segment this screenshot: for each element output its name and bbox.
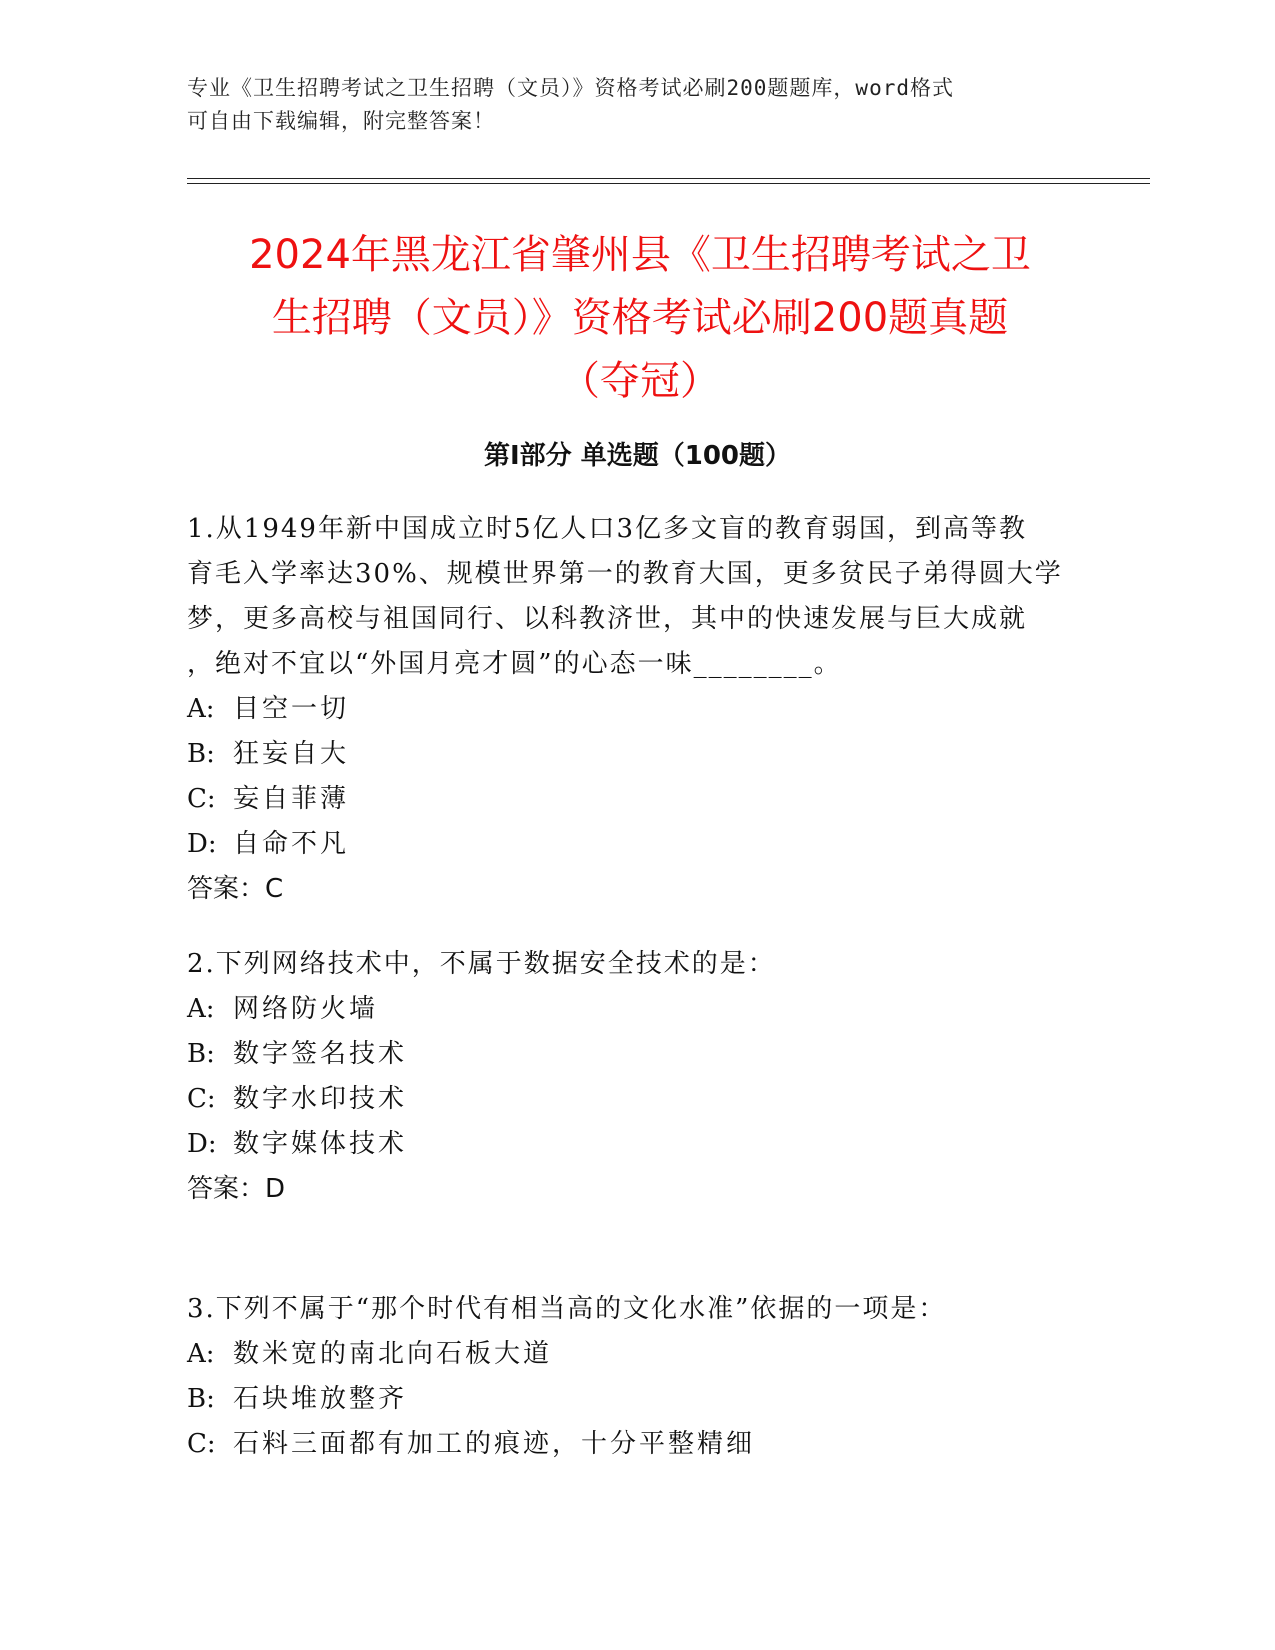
option-text: 狂妄自大 [233,739,350,769]
option-text: 数字水印技术 [233,1084,408,1114]
header-divider-bottom [187,183,1150,184]
question-1 [187,507,1087,912]
question-stem [187,1287,1087,1332]
question-stem [187,942,1087,987]
option-c [187,1077,1087,1122]
option-b [187,732,1087,777]
option-text: 数字媒体技术 [233,1129,408,1159]
header-note-line: 专业《卫生招聘考试之卫生招聘（文员）》资格考试必刷200题题库，word格式 [187,76,954,100]
option-c [187,777,1087,822]
option-d [187,822,1087,867]
stem-line: 育毛入学率达30%、规模世界第一的教育大国，更多贫民子弟得圆大学 [187,559,1063,589]
title-line: 生招聘（文员）》资格考试必刷200题真题 [271,295,1009,341]
section-heading: 第Ⅰ部分 单选题（100题） [484,441,791,471]
option-text: 石块堆放整齐 [233,1384,408,1414]
option-letter: A: [187,994,215,1024]
option-letter: B: [187,739,215,769]
header-divider-top [187,178,1150,179]
header-note [187,72,1067,138]
question-2 [187,942,1087,1212]
option-letter: C: [187,1084,216,1114]
option-text: 自命不凡 [233,829,350,859]
option-letter: C: [187,1429,216,1459]
option-text: 网络防火墙 [233,994,379,1024]
answer-label: 答案：C [187,874,284,904]
option-text: 目空一切 [233,694,350,724]
stem-line: 1.从1949年新中国成立时5亿人口3亿多文盲的教育弱国，到高等教 [187,514,1028,544]
stem-line: ，绝对不宜以“外国月亮才圆”的心态一味________。 [187,649,842,679]
option-letter: B: [187,1384,215,1414]
option-text: 数米宽的南北向石板大道 [233,1339,553,1369]
option-a [187,1332,1087,1377]
option-a [187,987,1087,1032]
option-b [187,1377,1087,1422]
option-letter: D: [187,1129,217,1159]
answer-label: 答案：D [187,1174,286,1204]
title-line: 2024年黑龙江省肇州县《卫生招聘考试之卫 [249,232,1031,278]
option-c [187,1422,1087,1467]
option-letter: C: [187,784,216,814]
header-note-line: 可自由下载编辑，附完整答案！ [187,109,495,133]
question-stem [187,507,1087,687]
option-text: 妄自菲薄 [233,784,350,814]
stem-line: 3.下列不属于“那个时代有相当高的文化水准”依据的一项是： [187,1294,947,1324]
option-letter: D: [187,829,217,859]
option-text: 数字签名技术 [233,1039,408,1069]
option-letter: A: [187,694,215,724]
option-letter: A: [187,1339,215,1369]
question-3 [187,1287,1087,1467]
title-line: （夺冠） [560,358,720,404]
option-d [187,1122,1087,1167]
option-b [187,1032,1087,1077]
document-title [180,224,1100,413]
stem-line: 梦，更多高校与祖国同行、以科教济世，其中的快速发展与巨大成就 [187,604,1028,634]
option-a [187,687,1087,732]
option-text: 石料三面都有加工的痕迹，十分平整精细 [233,1429,756,1459]
option-letter: B: [187,1039,215,1069]
stem-line: 2.下列网络技术中，不属于数据安全技术的是： [187,949,776,979]
